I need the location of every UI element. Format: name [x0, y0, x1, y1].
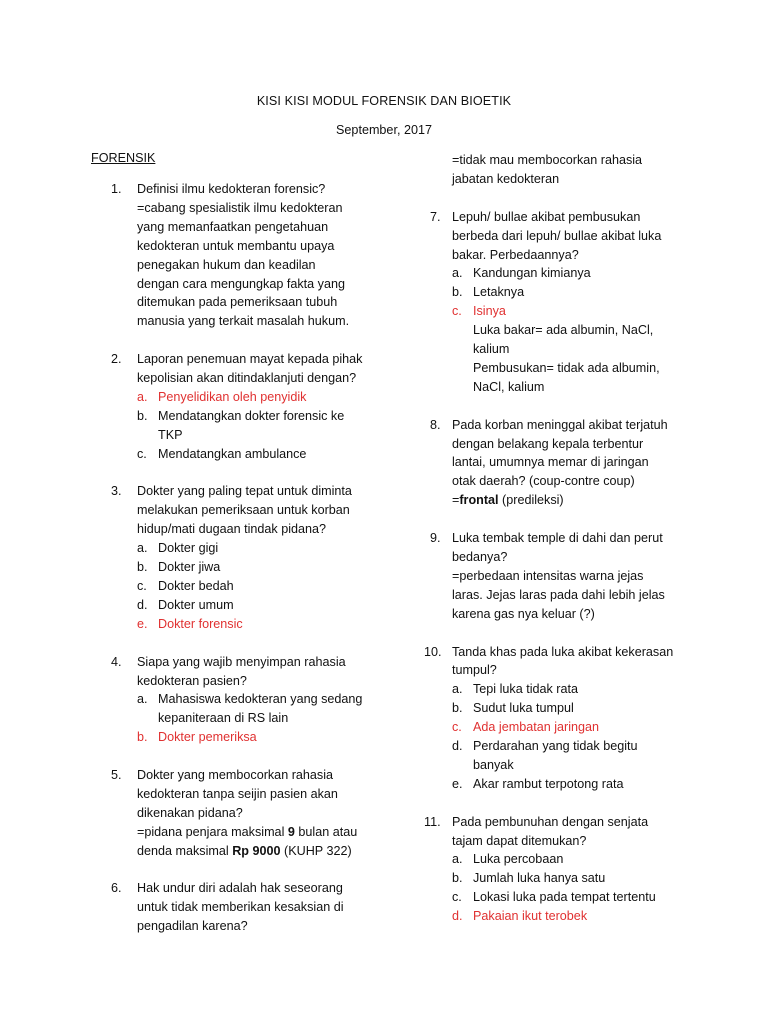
question-item — [424, 813, 730, 926]
question-text-line: Hak undur diri adalah hak seseorang — [137, 881, 343, 896]
option-explanation: Pembusukan= tidak ada albumin, — [473, 360, 660, 375]
option-item — [452, 737, 730, 775]
answer-bold-value: Rp 9000 — [232, 843, 281, 858]
option-label: b. — [452, 871, 463, 886]
question-text-line: lantai, umumnya memar di jaringan — [452, 455, 649, 470]
option-item — [452, 283, 730, 302]
question-text-line: Tanda khas pada luka akibat kekerasan — [452, 644, 674, 659]
option-text: Pakaian ikut terobek — [473, 909, 588, 924]
answer-text-line: =frontal (predileksi) — [452, 493, 564, 508]
correct-option — [452, 302, 730, 397]
option-text: Akar rambut terpotong rata — [473, 776, 624, 791]
option-text: Jumlah luka hanya satu — [473, 871, 606, 886]
question-text-line: kedokteran pasien? — [137, 673, 247, 688]
option-text: Perdarahan yang tidak begitu — [473, 739, 638, 754]
option-label: c. — [452, 304, 462, 319]
question-text-line: Dokter yang membocorkan rahasia — [137, 768, 333, 783]
question-text-line: kedokteran untuk membantu upaya — [137, 238, 335, 253]
question-number: 8. — [430, 417, 441, 432]
question-item — [111, 766, 411, 861]
question-text-line: otak daerah? (coup-contre coup) — [452, 474, 635, 489]
correct-option — [452, 718, 730, 737]
option-text: Letaknya — [473, 285, 525, 300]
question-number: 6. — [111, 881, 122, 896]
question-number: 1. — [111, 182, 122, 196]
option-text: Dokter gigi — [158, 541, 219, 556]
option-label: b. — [452, 701, 463, 716]
option-label: e. — [137, 616, 148, 631]
document-date: September, 2017 — [336, 123, 432, 137]
question-item — [430, 208, 730, 397]
right-column — [424, 151, 730, 945]
answer-text-line: denda maksimal Rp 9000 (KUHP 322) — [137, 843, 352, 858]
question-text-line: hidup/mati dugaan tindak pidana? — [137, 522, 327, 537]
option-label: b. — [137, 408, 148, 423]
option-text: kepaniteraan di RS lain — [158, 711, 289, 726]
option-label: b. — [137, 730, 148, 745]
option-text: Dokter forensic — [158, 616, 243, 631]
question-item — [111, 653, 411, 748]
question-text-line: manusia yang terkait masalah hukum. — [137, 314, 350, 329]
option-text: Mahasiswa kedokteran yang sedang — [158, 692, 363, 707]
question-text-line: Lepuh/ bullae akibat pembusukan — [452, 209, 641, 224]
option-label: a. — [452, 266, 463, 281]
option-text: Ada jembatan jaringan — [473, 720, 600, 735]
option-label: c. — [137, 446, 147, 461]
option-label: d. — [452, 739, 463, 754]
option-item — [452, 850, 730, 869]
question-text-line: tumpul? — [452, 663, 497, 678]
option-explanation: kalium — [473, 342, 510, 357]
option-item — [137, 558, 411, 577]
option-explanation: Luka bakar= ada albumin, NaCl, — [473, 323, 654, 338]
option-text: banyak — [473, 757, 514, 772]
option-label: a. — [452, 852, 463, 867]
question-text-line: melakukan pemeriksaan untuk korban — [137, 503, 350, 518]
question-text-line: dengan cara mengungkap fakta yang — [137, 276, 345, 291]
question-item — [111, 879, 411, 936]
question-text-line: Dokter yang paling tepat untuk diminta — [137, 484, 352, 499]
question-text-line: =perbedaan intensitas warna jejas — [452, 568, 644, 583]
option-label: c. — [452, 720, 462, 735]
question-text-line: Pada pembunuhan dengan senjata — [452, 814, 649, 829]
option-text: Dokter jiwa — [158, 560, 221, 575]
question-text-line: karena gas nya keluar (?) — [452, 606, 595, 621]
option-text: Mendatangkan ambulance — [158, 446, 307, 461]
question-item — [111, 482, 411, 633]
question-text-line: pengadilan karena? — [137, 919, 248, 934]
option-list — [452, 850, 730, 926]
question-number: 7. — [430, 209, 441, 224]
correct-option — [452, 907, 730, 926]
answer-bold-value: frontal — [459, 493, 499, 508]
answer-text-line: jabatan kedokteran — [452, 171, 560, 186]
question-text-line: kepolisian akan ditindaklanjuti dengan? — [137, 371, 357, 386]
question-number: 4. — [111, 654, 122, 669]
option-label: a. — [137, 541, 148, 556]
question-number: 2. — [111, 352, 122, 367]
option-item — [137, 596, 411, 615]
question-6-answer — [430, 151, 730, 189]
option-text: Dokter bedah — [158, 579, 234, 593]
option-label: c. — [137, 579, 147, 593]
section-heading: FORENSIK — [91, 151, 156, 165]
option-item — [137, 690, 411, 728]
question-item — [111, 350, 411, 463]
option-label: a. — [137, 389, 148, 404]
option-text: Mendatangkan dokter forensic ke — [158, 408, 345, 423]
option-item — [137, 539, 411, 558]
correct-option — [137, 728, 411, 747]
question-text-line: =cabang spesialistik ilmu kedokteran — [137, 200, 343, 215]
left-column — [111, 180, 411, 955]
question-item — [430, 416, 730, 511]
option-list — [137, 690, 411, 747]
option-text: Luka percobaan — [473, 852, 564, 867]
option-label: e. — [452, 776, 463, 791]
option-list — [137, 388, 411, 464]
option-item — [452, 264, 730, 283]
answer-bold-value: 9 — [287, 824, 295, 839]
option-label: c. — [452, 890, 462, 905]
option-text: Isinya — [473, 304, 506, 319]
option-text: Sudut luka tumpul — [473, 701, 574, 716]
option-text: Penyelidikan oleh penyidik — [158, 389, 307, 404]
question-text-line: ditemukan pada pemeriksaan tubuh — [137, 295, 338, 310]
option-list — [452, 264, 730, 396]
question-text-line: dikenakan pidana? — [137, 805, 243, 820]
option-item — [452, 680, 730, 699]
option-item — [137, 577, 411, 596]
question-number: 11. — [424, 814, 441, 829]
answer-text-line: =tidak mau membocorkan rahasia — [452, 153, 643, 167]
question-text-line: kedokteran tanpa seijin pasien akan — [137, 786, 338, 801]
option-text: Dokter pemeriksa — [158, 730, 257, 745]
question-text-line: Siapa yang wajib menyimpan rahasia — [137, 654, 346, 669]
option-text: TKP — [158, 427, 183, 442]
option-list — [452, 680, 730, 793]
question-item — [424, 643, 730, 794]
option-label: a. — [452, 682, 463, 697]
question-item — [430, 529, 730, 624]
question-text-line: berbeda dari lepuh/ bullae akibat luka — [452, 228, 662, 243]
option-label: b. — [137, 560, 148, 575]
option-item — [137, 407, 411, 445]
option-text: Tepi luka tidak rata — [473, 682, 579, 697]
question-text-line: Pada korban meninggal akibat terjatuh — [452, 417, 668, 432]
question-text-line: untuk tidak memberikan kesaksian di — [137, 900, 344, 915]
option-text: Kandungan kimianya — [473, 266, 591, 281]
option-item — [137, 445, 411, 464]
option-label: a. — [137, 692, 148, 707]
option-text: Lokasi luka pada tempat tertentu — [473, 890, 656, 905]
question-text-line: bedanya? — [452, 549, 508, 564]
question-text-line: Definisi ilmu kedokteran forensic? — [137, 182, 326, 196]
question-text-line: penegakan hukum dan keadilan — [137, 257, 316, 272]
option-item — [452, 888, 730, 907]
question-number: 9. — [430, 531, 441, 546]
option-item — [452, 869, 730, 888]
document-title: KISI KISI MODUL FORENSIK DAN BIOETIK — [256, 94, 512, 108]
correct-option — [137, 615, 411, 634]
option-item — [452, 699, 730, 718]
question-text-line: dengan belakang kepala terbentur — [452, 436, 644, 451]
option-text: Dokter umum — [158, 597, 234, 612]
question-text-line: laras. Jejas laras pada dahi lebih jelas — [452, 587, 665, 602]
option-label: b. — [452, 285, 463, 300]
question-text-line: bakar. Perbedaannya? — [452, 247, 579, 262]
question-text-line: Laporan penemuan mayat kepada pihak — [137, 352, 363, 367]
option-label: d. — [452, 909, 463, 924]
question-number: 10. — [424, 644, 442, 659]
question-number: 5. — [111, 768, 122, 783]
answer-text-line: =pidana penjara maksimal 9 bulan atau — [137, 824, 358, 839]
question-text-line: tajam dapat ditemukan? — [452, 833, 587, 848]
question-item — [111, 180, 411, 331]
option-item — [452, 775, 730, 794]
question-text-line: Luka tembak temple di dahi dan perut — [452, 531, 663, 546]
question-number: 3. — [111, 484, 122, 499]
option-label: d. — [137, 597, 148, 612]
option-list — [137, 539, 411, 634]
question-text-line: yang memanfaatkan pengetahuan — [137, 219, 329, 234]
correct-option — [137, 388, 411, 407]
option-explanation: NaCl, kalium — [473, 379, 545, 394]
